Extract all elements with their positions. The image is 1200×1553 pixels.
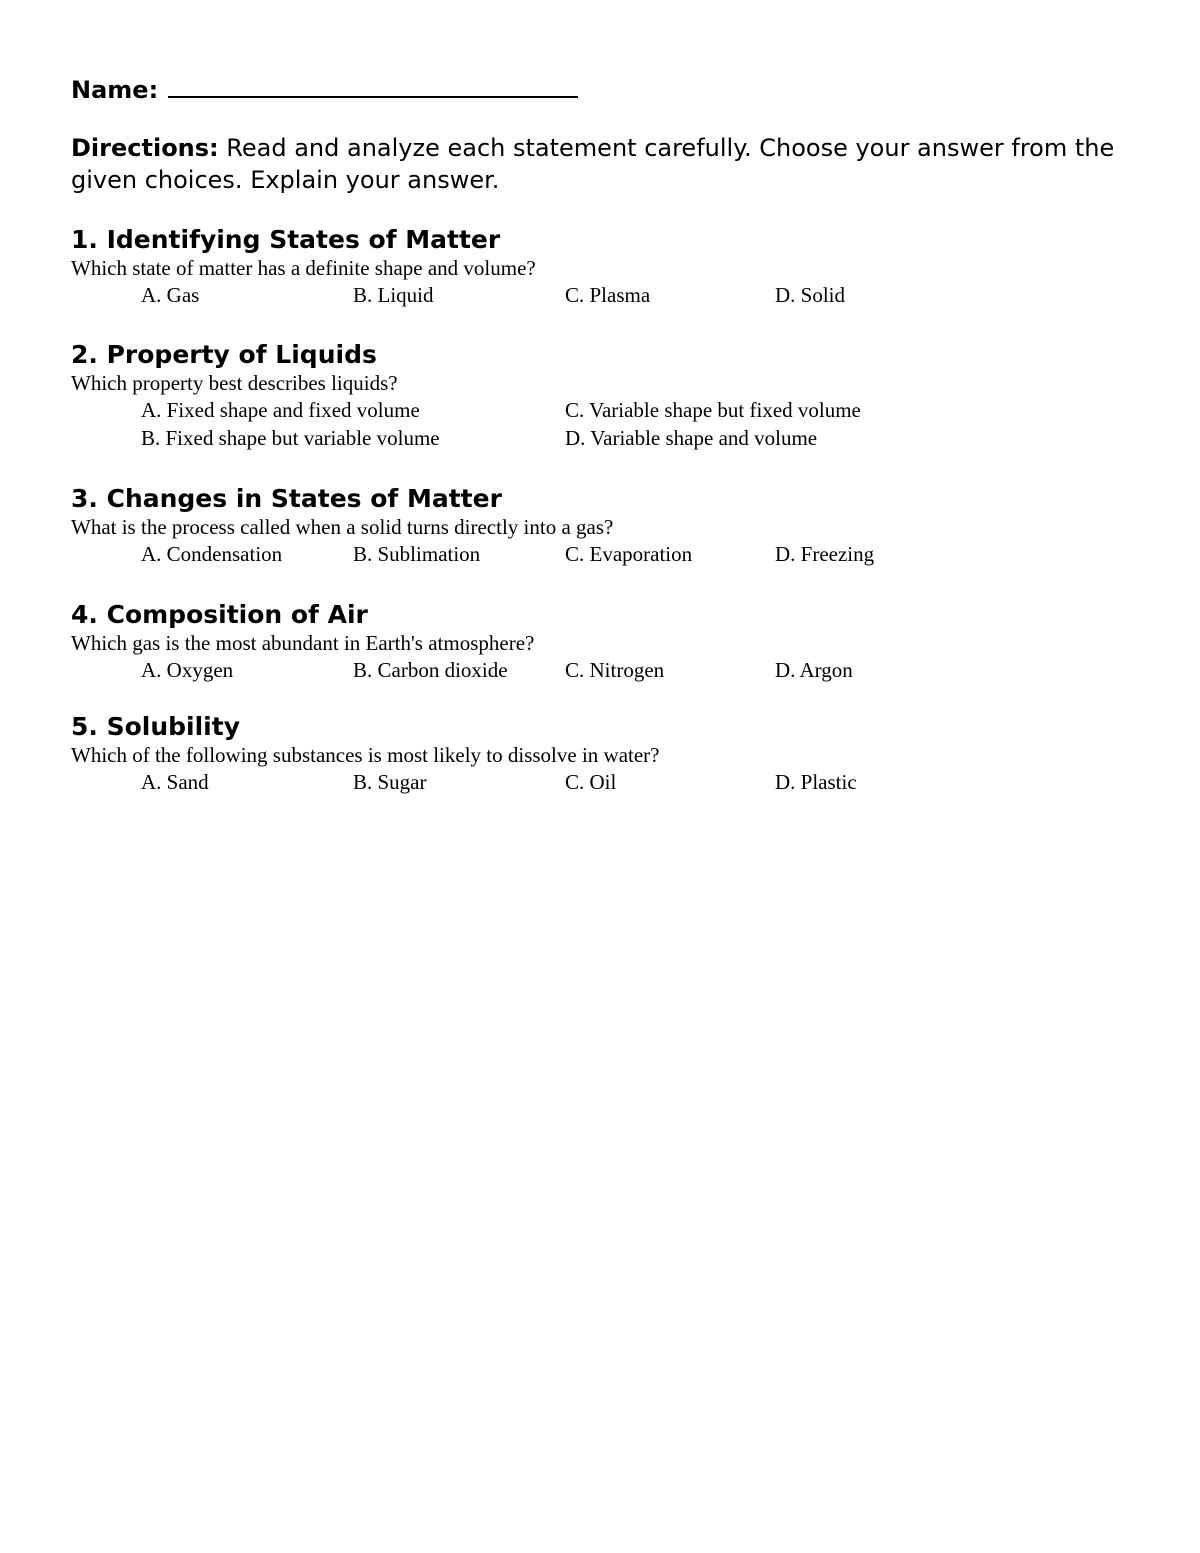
choice-a[interactable]: A. Oxygen <box>141 658 234 682</box>
question-stem: What is the process called when a solid turns directly into a gas? <box>71 515 614 539</box>
choice-a[interactable]: A. Fixed shape and fixed volume <box>141 398 420 422</box>
choice-d[interactable]: D. Freezing <box>775 542 875 566</box>
choice-c[interactable]: C. Nitrogen <box>565 658 665 682</box>
choice-a[interactable]: A. Sand <box>141 770 209 794</box>
choice-row <box>71 656 1131 684</box>
directions-label: Directions: <box>71 134 219 162</box>
choice-a[interactable]: A. Condensation <box>141 542 283 566</box>
question-3 <box>71 484 1131 568</box>
choice-b[interactable]: B. Sugar <box>353 770 427 794</box>
question-title: 1. Identifying States of Matter <box>71 225 501 254</box>
choice-c[interactable]: C. Variable shape but fixed volume <box>565 398 861 422</box>
question-stem: Which of the following substances is most likely to dissolve in water? <box>71 743 660 767</box>
question-2 <box>71 340 1131 452</box>
question-1 <box>71 225 1131 309</box>
question-stem: Which property best describes liquids? <box>71 371 398 395</box>
choice-c[interactable]: C. Plasma <box>565 283 651 307</box>
choice-b[interactable]: B. Liquid <box>353 283 434 307</box>
question-4 <box>71 600 1131 684</box>
choice-row <box>71 768 1131 796</box>
choice-b[interactable]: B. Sublimation <box>353 542 481 566</box>
choice-b[interactable]: B. Fixed shape but variable volume <box>141 426 440 450</box>
name-row <box>71 70 578 107</box>
name-label: Name: <box>71 76 159 104</box>
choice-d[interactable]: D. Solid <box>775 283 846 307</box>
question-title: 5. Solubility <box>71 712 240 741</box>
question-stem: Which state of matter has a definite shape and volume? <box>71 256 536 280</box>
choice-c[interactable]: C. Oil <box>565 770 617 794</box>
choice-row <box>71 540 1131 568</box>
choice-d[interactable]: D. Variable shape and volume <box>565 426 818 450</box>
question-5 <box>71 712 1131 796</box>
choice-d[interactable]: D. Argon <box>775 658 853 682</box>
choice-row <box>71 281 1131 309</box>
choice-grid <box>71 396 1131 452</box>
choice-d[interactable]: D. Plastic <box>775 770 857 794</box>
directions-text: Read and analyze each statement carefully. Choose your answer from the given choices. Explain your answer. <box>71 134 1115 194</box>
name-blank-line[interactable] <box>168 70 578 98</box>
choice-a[interactable]: A. Gas <box>141 283 200 307</box>
question-title: 4. Composition of Air <box>71 600 368 629</box>
choice-b[interactable]: B. Carbon dioxide <box>353 658 508 682</box>
question-stem: Which gas is the most abundant in Earth's atmosphere? <box>71 631 535 655</box>
question-title: 3. Changes in States of Matter <box>71 484 502 513</box>
question-title: 2. Property of Liquids <box>71 340 377 369</box>
choice-c[interactable]: C. Evaporation <box>565 542 693 566</box>
directions <box>71 132 1131 196</box>
